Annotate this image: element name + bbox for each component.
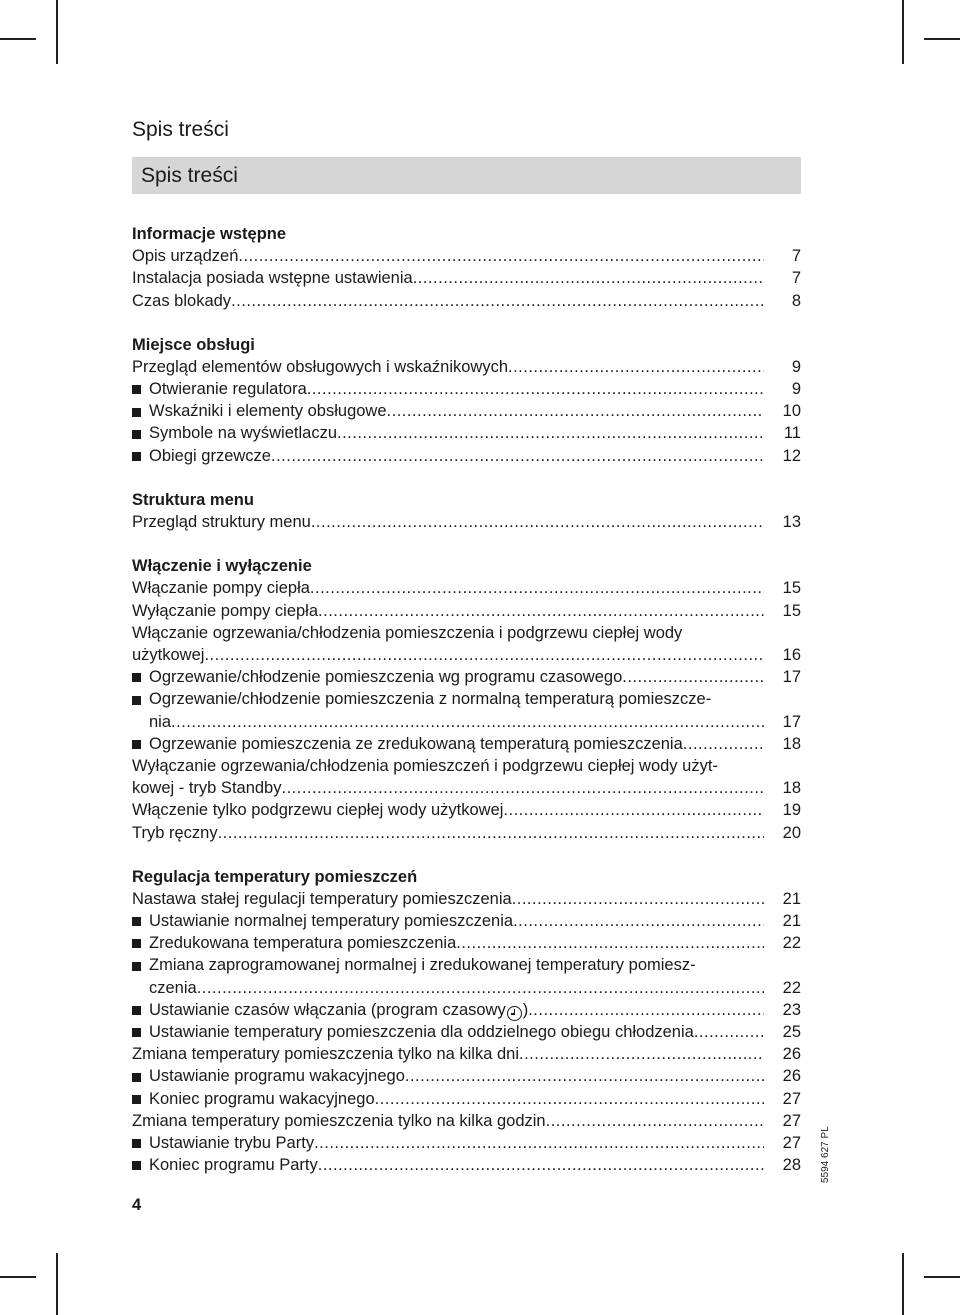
dot-leader xyxy=(513,910,764,932)
dot-leader xyxy=(413,267,764,289)
toc-entry[interactable] xyxy=(132,1021,801,1043)
bullet-icon xyxy=(132,962,141,971)
page-ref: 17 xyxy=(782,668,801,687)
toc-entry-last-line xyxy=(132,644,801,666)
page-ref: 8 xyxy=(791,291,801,310)
toc-entry-main xyxy=(132,577,764,599)
toc-entry-last-line xyxy=(132,977,801,999)
page-title: Spis treści xyxy=(132,157,801,194)
toc-entry-main xyxy=(132,799,764,821)
dot-leader xyxy=(622,666,764,688)
dot-leader xyxy=(508,356,764,378)
toc-entry-text: Ustawianie temperatury pomieszczenia dla oddzielnego obiegu chłodzenia xyxy=(149,1023,694,1042)
toc-entry-text: Opis urządzeń xyxy=(132,247,239,266)
toc-entry-text: Zmiana temperatury pomieszczenia tylko na kilka godzin xyxy=(132,1111,546,1130)
toc-entry[interactable] xyxy=(132,733,801,755)
page-ref: 18 xyxy=(782,779,801,798)
table-of-contents xyxy=(132,223,801,1198)
page-ref: 27 xyxy=(782,1133,801,1152)
dot-leader xyxy=(503,799,764,821)
toc-entry-text: Ustawianie normalnej temperatury pomieszczenia xyxy=(149,912,514,931)
toc-entry-main xyxy=(132,822,764,844)
toc-entry-main xyxy=(132,378,764,400)
page-ref: 19 xyxy=(782,801,801,820)
toc-entry-text: Nastawa stałej regulacji temperatury pomieszczenia xyxy=(132,889,512,908)
bullet-icon xyxy=(132,696,141,705)
dot-leader xyxy=(197,977,764,999)
bullet-icon xyxy=(132,385,141,394)
toc-entry[interactable] xyxy=(132,577,801,599)
toc-entry[interactable] xyxy=(132,1043,801,1065)
toc-entry-text: Włączenie tylko podgrzewu ciepłej wody użytkowej xyxy=(132,801,504,820)
toc-entry[interactable] xyxy=(132,356,801,378)
toc-entry-main xyxy=(132,1132,764,1154)
toc-entry-text-line2: nia xyxy=(149,712,172,731)
crop-mark xyxy=(902,0,904,64)
page-ref: 25 xyxy=(782,1023,801,1042)
toc-entry-main xyxy=(149,711,764,733)
page-ref: 21 xyxy=(782,889,801,908)
toc-entry[interactable] xyxy=(132,999,801,1021)
toc-entry-main xyxy=(132,888,764,910)
bullet-icon xyxy=(132,452,141,461)
bullet-icon xyxy=(132,1095,141,1104)
toc-entry-main xyxy=(132,400,764,422)
toc-entry-text: Ustawianie czasów włączania (program czasowy xyxy=(149,1000,506,1019)
page-ref: 26 xyxy=(782,1045,801,1064)
toc-entry-main xyxy=(132,245,764,267)
toc-entry-text xyxy=(132,954,801,976)
toc-entry-main xyxy=(132,600,764,622)
toc-entry[interactable] xyxy=(132,910,801,932)
page-ref: 16 xyxy=(782,646,801,664)
toc-entry-text: Koniec programu wakacyjnego xyxy=(149,1089,375,1108)
toc-entry-main xyxy=(132,356,764,378)
page-ref: 18 xyxy=(782,734,801,753)
toc-entry[interactable] xyxy=(132,511,801,533)
page-ref: 9 xyxy=(791,357,801,376)
toc-entry[interactable] xyxy=(132,1110,801,1132)
toc-entry-text-line1: Wyłączanie ogrzewania/chłodzenia pomieszczeń i podgrzewu ciepłej wody użyt- xyxy=(132,756,718,775)
toc-entry-main xyxy=(149,977,764,999)
page-ref: 22 xyxy=(782,934,801,953)
toc-entry-main xyxy=(132,267,764,289)
crop-mark xyxy=(0,1276,36,1278)
toc-section xyxy=(132,555,801,843)
bullet-icon xyxy=(132,917,141,926)
clock-icon xyxy=(507,1006,522,1021)
toc-entry-text: Wskaźniki i elementy obsługowe xyxy=(149,402,387,421)
toc-entry-text: Ogrzewanie/chłodzenie pomieszczenia wg programu czasowego xyxy=(149,668,623,687)
toc-entry-main xyxy=(132,1110,764,1132)
page-ref: 7 xyxy=(791,247,801,266)
toc-entry-main xyxy=(132,1043,764,1065)
toc-entry-text: Otwieranie regulatora xyxy=(149,380,307,399)
toc-entry[interactable] xyxy=(132,290,801,312)
dot-leader xyxy=(337,422,764,444)
toc-entry-main xyxy=(132,733,764,755)
toc-entry[interactable] xyxy=(132,1132,801,1154)
dot-leader xyxy=(218,822,764,844)
toc-entry-main xyxy=(132,910,764,932)
toc-entry-text: Ustawianie trybu Party xyxy=(149,1133,315,1152)
section-heading: Struktura menu xyxy=(132,490,254,509)
bullet-icon xyxy=(132,1073,141,1082)
toc-entry-main xyxy=(132,932,764,954)
page-ref: 22 xyxy=(782,978,801,997)
toc-entry-main xyxy=(132,1021,764,1043)
toc-section xyxy=(132,223,801,312)
toc-entry-main xyxy=(132,445,764,467)
page-ref: 20 xyxy=(782,823,801,842)
dot-leader xyxy=(519,1043,764,1065)
dot-leader xyxy=(318,1154,764,1176)
toc-entry-text-line1: Zmiana zaprogramowanej normalnej i zredukowanej temperatury pomiesz- xyxy=(149,956,696,975)
crop-mark xyxy=(56,1253,58,1315)
toc-entry-text: Instalacja posiada wstępne ustawienia xyxy=(132,269,413,288)
page-ref: 27 xyxy=(782,1089,801,1108)
toc-entry[interactable] xyxy=(132,245,801,267)
toc-entry[interactable] xyxy=(132,622,801,666)
crop-mark xyxy=(924,38,960,40)
page-ref: 26 xyxy=(782,1067,801,1086)
toc-section xyxy=(132,334,801,467)
section-heading: Włączenie i wyłączenie xyxy=(132,557,312,576)
dot-leader xyxy=(512,888,764,910)
dot-leader xyxy=(405,1065,764,1087)
dot-leader xyxy=(281,777,764,799)
toc-entry[interactable] xyxy=(132,822,801,844)
page-ref: 17 xyxy=(782,712,801,731)
toc-entry-text: Przegląd struktury menu xyxy=(132,513,311,532)
page-ref: 23 xyxy=(782,1000,801,1019)
dot-leader xyxy=(694,1021,764,1043)
toc-entry[interactable] xyxy=(132,267,801,289)
bullet-icon xyxy=(132,1139,141,1148)
toc-entry[interactable] xyxy=(132,954,801,998)
toc-entry-last-line xyxy=(132,711,801,733)
running-header: Spis treści xyxy=(132,118,229,141)
toc-entry-main xyxy=(132,777,764,799)
toc-entry[interactable] xyxy=(132,755,801,799)
dot-leader xyxy=(546,1110,764,1132)
bullet-icon xyxy=(132,1161,141,1170)
toc-entry-main xyxy=(132,1065,764,1087)
toc-entry-text xyxy=(132,622,801,644)
toc-entry-text: Ustawianie programu wakacyjnego xyxy=(149,1067,405,1086)
dot-leader xyxy=(387,400,764,422)
toc-entry-text: Wyłączanie pompy ciepła xyxy=(132,601,319,620)
toc-entry[interactable] xyxy=(132,1154,801,1176)
page-ref: 12 xyxy=(782,446,801,465)
page-ref: 7 xyxy=(791,269,801,288)
toc-section xyxy=(132,866,801,1177)
toc-entry[interactable] xyxy=(132,688,801,732)
toc-entry[interactable] xyxy=(132,400,801,422)
toc-entry-text: Zmiana temperatury pomieszczenia tylko na kilka dni xyxy=(132,1045,520,1064)
toc-entry-text-line2: czenia xyxy=(149,978,197,997)
page-ref: 21 xyxy=(782,912,801,931)
bullet-icon xyxy=(132,430,141,439)
toc-entry-main xyxy=(132,511,764,533)
toc-entry-text-line1: Ogrzewanie/chłodzenie pomieszczenia z normalną temperaturą pomieszcze- xyxy=(149,690,712,709)
crop-mark xyxy=(902,1253,904,1315)
dot-leader xyxy=(307,378,764,400)
toc-entry-text-after: ) xyxy=(522,1000,529,1019)
toc-entry[interactable] xyxy=(132,666,801,688)
dot-leader xyxy=(375,1088,764,1110)
toc-entry-text xyxy=(132,688,801,710)
section-heading: Regulacja temperatury pomieszczeń xyxy=(132,867,418,886)
dot-leader xyxy=(528,999,764,1021)
toc-entry-main xyxy=(132,999,764,1021)
toc-entry-main xyxy=(132,290,764,312)
toc-entry-main xyxy=(132,644,764,666)
dot-leader xyxy=(683,733,764,755)
page-ref: 15 xyxy=(782,579,801,598)
toc-entry[interactable] xyxy=(132,378,801,400)
toc-entry-main xyxy=(132,1154,764,1176)
dot-leader xyxy=(318,600,764,622)
dot-leader xyxy=(271,445,764,467)
toc-entry-text: Koniec programu Party xyxy=(149,1156,318,1175)
bullet-icon xyxy=(132,1006,141,1015)
bullet-icon xyxy=(132,408,141,417)
crop-mark xyxy=(924,1276,960,1278)
document-code: 5594 627 PL xyxy=(820,1126,831,1183)
toc-entry[interactable] xyxy=(132,600,801,622)
dot-leader xyxy=(204,644,764,666)
toc-entry[interactable] xyxy=(132,799,801,821)
page-ref: 28 xyxy=(782,1156,801,1175)
bullet-icon xyxy=(132,740,141,749)
toc-entry[interactable] xyxy=(132,423,801,445)
toc-entry-text-line1: Włączanie ogrzewania/chłodzenia pomieszczenia i podgrzewu ciepłej wody xyxy=(132,623,683,642)
toc-entry-text: Włączanie pompy ciepła xyxy=(132,579,310,598)
page-ref: 11 xyxy=(783,424,801,443)
page-ref: 10 xyxy=(782,402,801,421)
toc-entry-text: Ogrzewanie pomieszczenia ze zredukowaną temperaturą pomieszczenia xyxy=(149,734,683,753)
page-ref: 9 xyxy=(791,380,801,399)
bullet-icon xyxy=(132,939,141,948)
dot-leader xyxy=(231,290,764,312)
toc-entry-main xyxy=(132,422,764,444)
toc-entry-text-line2: kowej - tryb Standby xyxy=(132,779,282,798)
toc-entry-text-line2: użytkowej xyxy=(132,646,205,664)
toc-entry-main xyxy=(132,1088,764,1110)
bullet-icon xyxy=(132,673,141,682)
toc-entry-text: Tryb ręczny xyxy=(132,823,218,842)
toc-entry[interactable] xyxy=(132,445,801,467)
toc-entry-text xyxy=(132,755,801,777)
dot-leader xyxy=(238,245,764,267)
toc-entry-main xyxy=(132,666,764,688)
page-number: 4 xyxy=(132,1196,142,1214)
toc-entry-text: Symbole na wyświetlaczu xyxy=(149,424,337,443)
toc-entry[interactable] xyxy=(132,932,801,954)
crop-mark xyxy=(0,38,36,40)
page-ref: 13 xyxy=(782,513,801,532)
section-heading: Miejsce obsługi xyxy=(132,335,255,354)
toc-entry-text: Przegląd elementów obsługowych i wskaźnikowych xyxy=(132,357,509,376)
toc-entry[interactable] xyxy=(132,888,801,910)
section-heading: Informacje wstępne xyxy=(132,225,287,243)
dot-leader xyxy=(310,577,764,599)
bullet-icon xyxy=(132,1028,141,1037)
toc-entry[interactable] xyxy=(132,1088,801,1110)
crop-mark xyxy=(56,0,58,64)
toc-entry[interactable] xyxy=(132,1065,801,1087)
dot-leader xyxy=(456,932,764,954)
page-ref: 27 xyxy=(782,1111,801,1130)
toc-entry-text: Czas blokady xyxy=(132,291,232,310)
toc-entry-last-line xyxy=(132,777,801,799)
page-ref: 15 xyxy=(782,601,801,620)
dot-leader xyxy=(171,711,764,733)
toc-section xyxy=(132,489,801,533)
dot-leader xyxy=(314,1132,764,1154)
toc-entry-text: Obiegi grzewcze xyxy=(149,446,271,465)
toc-entry-text: Zredukowana temperatura pomieszczenia xyxy=(149,934,457,953)
dot-leader xyxy=(311,511,764,533)
